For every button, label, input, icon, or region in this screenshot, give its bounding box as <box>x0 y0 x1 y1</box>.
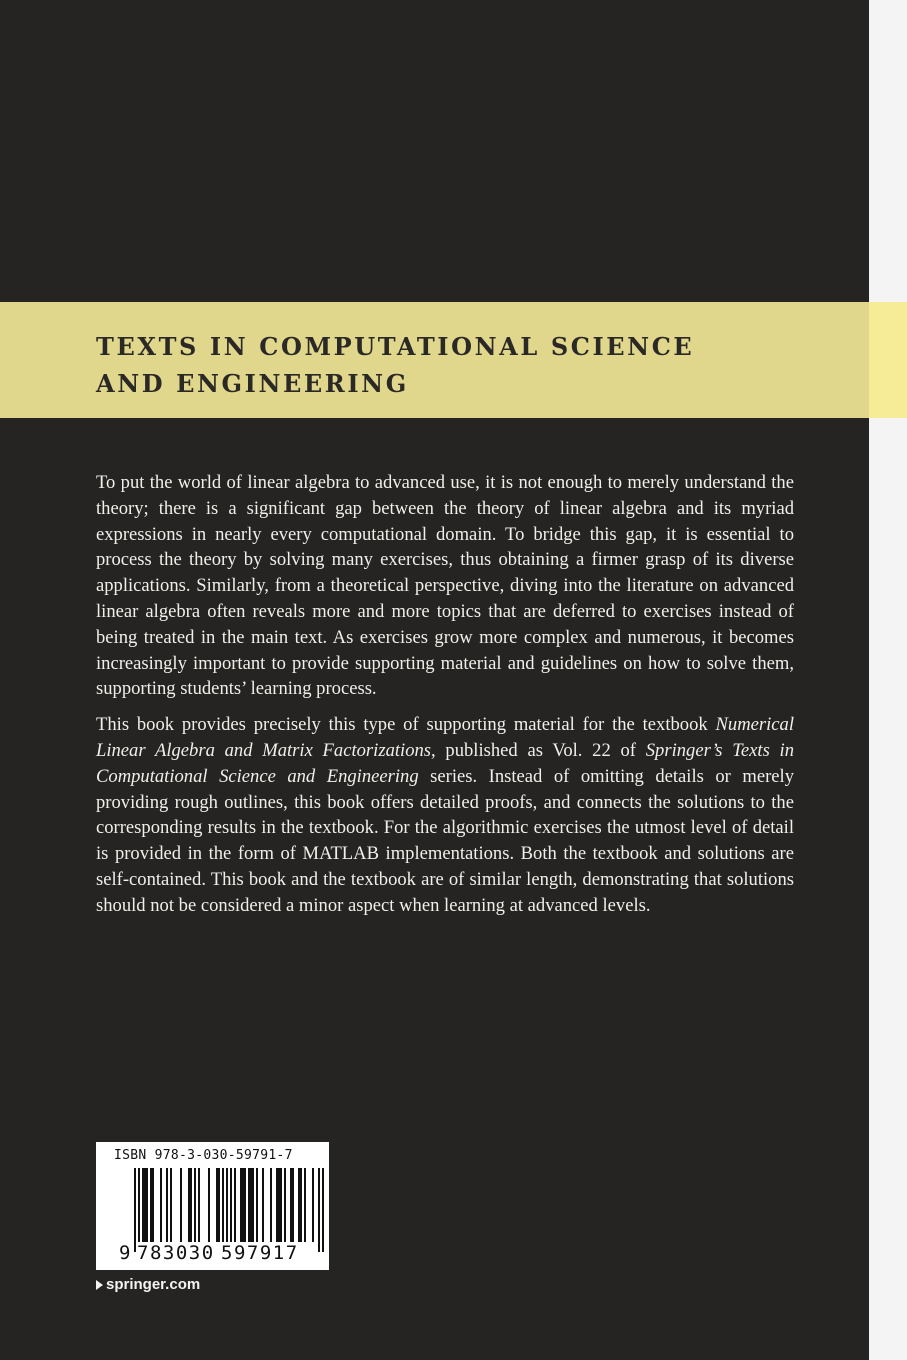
barcode-bar <box>198 1168 200 1242</box>
barcode-bar <box>290 1168 294 1242</box>
barcode-bar <box>248 1168 254 1242</box>
barcode-bar <box>180 1168 182 1242</box>
blurb-paragraph-1: To put the world of linear algebra to advanced use, it is not enough to merely understand the theory; there is a significant gap between the theory of linear algebra and its myriad expressions in nearly every computational domain. To bridge this gap, it is essential to process the theory by solving many exercises, thus obtaining a firmer grasp of its diverse applications. Similarly, from a theoretical perspective, diving into the literature on advanced linear algebra often reveals more and more topics that are deferred to exercises instead of being treated in the main text. As exercises grow more complex and numerous, it becomes increasingly important to provide supporting material and guidelines on how to solve them, supporting students’ learning process. <box>96 472 794 700</box>
arrow-right-icon <box>96 1280 103 1290</box>
isbn-barcode <box>96 1142 329 1270</box>
barcode-bar <box>222 1168 224 1242</box>
barcode-bar <box>194 1168 196 1242</box>
springer-link-text: springer.com <box>106 1276 201 1293</box>
barcode-bar <box>138 1168 140 1252</box>
isbn-label: ISBN 978-3-030-59791-7 <box>114 1148 293 1163</box>
textbook-title: Numerical Linear Algebra and Matrix Factorizations <box>96 714 794 761</box>
blurb-p2-volume: , published as Vol. 22 of <box>431 739 646 761</box>
ean-first-digit: 9 <box>119 1242 131 1264</box>
blurb-p2-intro: This book provides precisely this type of supporting material for the textbook <box>96 714 716 736</box>
barcode-bar <box>312 1168 314 1242</box>
barcode-bar <box>262 1168 264 1242</box>
barcode-bar <box>304 1168 306 1242</box>
series-title-line-1: TEXTS IN COMPUTATIONAL SCIENCE <box>96 332 695 361</box>
barcode-bar <box>318 1168 320 1252</box>
ean-left-group: 783030 <box>137 1242 215 1264</box>
barcode-bar <box>188 1168 192 1242</box>
blurb-p2-rest: series. Instead of omitting details or merely providing rough outlines, this book offers detailed proofs, and connects the solutions to the corresponding results in the textbook. For the algorithmic exercises the utmost level of detail is provided in the form of MATLAB implementations. Both the textbook and solutions are self-contained. This book and the textbook are of similar length, demonstrating that solutions should not be considered a minor aspect when learning at advanced levels. <box>96 765 794 916</box>
barcode-bar <box>170 1168 172 1242</box>
blurb-text <box>96 470 794 929</box>
series-name: Springer’s Texts in Computational Science and Engineering <box>96 739 794 787</box>
barcode-bar <box>208 1168 210 1242</box>
barcode-bar <box>276 1168 282 1242</box>
barcode-bar <box>166 1168 168 1242</box>
barcode-bar <box>142 1168 148 1242</box>
barcode-bar <box>284 1168 286 1242</box>
springer-link[interactable] <box>96 1276 200 1293</box>
barcode-bar <box>134 1168 136 1252</box>
band-edge <box>869 302 907 418</box>
cover-edge-strip <box>869 0 907 1360</box>
ean-right-group: 597917 <box>221 1242 299 1264</box>
barcode-bar <box>322 1168 324 1252</box>
barcode-bar <box>234 1168 236 1242</box>
barcode-bar <box>298 1168 302 1242</box>
ean-digits <box>96 1242 329 1266</box>
barcode-bar <box>256 1168 258 1242</box>
barcode-bar <box>160 1168 162 1242</box>
blurb-paragraph-2 <box>96 712 794 918</box>
barcode-bar <box>230 1168 232 1252</box>
barcode-bar <box>216 1168 220 1242</box>
barcode-bar <box>240 1168 246 1242</box>
barcode-bar <box>226 1168 228 1252</box>
series-title-line-2: AND ENGINEERING <box>96 369 409 398</box>
barcode-bar <box>270 1168 272 1242</box>
barcode-bar <box>150 1168 154 1242</box>
series-title <box>96 328 796 402</box>
